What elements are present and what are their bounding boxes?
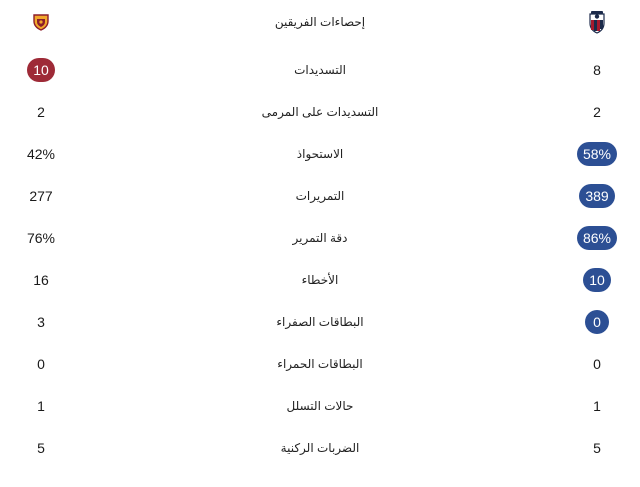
stat-label: البطاقات الصفراء: [276, 315, 364, 329]
away-stat-cell: [556, 91, 638, 133]
home-stat-value: 42%: [26, 146, 56, 162]
stat-label-cell: [180, 49, 460, 91]
away-stat-cell: [556, 175, 638, 217]
stat-row: [0, 91, 640, 133]
away-stat-value-leader: 10: [583, 268, 611, 292]
stat-row: [0, 427, 640, 469]
stat-label-cell: [180, 133, 460, 175]
home-stat-cell: [0, 385, 82, 427]
home-stat-value: 1: [37, 398, 45, 414]
home-stat-value: 5: [37, 440, 45, 456]
roma-crest-icon: [31, 12, 51, 32]
away-stat-cell: [556, 301, 638, 343]
away-stat-value: 1: [593, 398, 601, 414]
home-stat-cell: [0, 133, 82, 175]
stat-label-cell: [180, 91, 460, 133]
away-stat-value: 5: [593, 440, 601, 456]
away-stat-cell: [556, 133, 638, 175]
stat-label: البطاقات الحمراء: [277, 357, 363, 371]
away-stat-cell: [556, 385, 638, 427]
stat-row: [0, 175, 640, 217]
stat-label: الاستحواذ: [296, 147, 344, 161]
stat-label-cell: [180, 343, 460, 385]
away-stat-value: 8: [593, 62, 601, 78]
away-team-logo[interactable]: [556, 0, 638, 44]
away-stat-cell: [556, 427, 638, 469]
home-stat-value: 76%: [26, 230, 56, 246]
stat-row: [0, 343, 640, 385]
stat-row: [0, 259, 640, 301]
home-stat-cell: [0, 217, 82, 259]
stat-label: التسديدات على المرمى: [261, 105, 379, 119]
stat-label: الأخطاء: [301, 273, 339, 287]
home-stat-value: 277: [29, 188, 53, 204]
away-stat-cell: [556, 49, 638, 91]
away-stat-cell: [556, 259, 638, 301]
away-stat-value-leader: 86%: [577, 226, 617, 250]
home-stat-cell: [0, 343, 82, 385]
stat-row: [0, 301, 640, 343]
home-stat-cell: [0, 259, 82, 301]
away-stat-value: 0: [593, 356, 601, 372]
stat-row: [0, 49, 640, 91]
home-stat-cell: [0, 91, 82, 133]
away-stat-cell: [556, 217, 638, 259]
home-stat-value: 3: [37, 314, 45, 330]
away-stat-cell: [556, 343, 638, 385]
bologna-crest-icon: [587, 10, 607, 34]
stat-label-cell: [180, 427, 460, 469]
stat-label: الضربات الركنية: [280, 441, 360, 455]
stat-label: حالات التسلل: [286, 399, 354, 413]
home-stat-cell: [0, 427, 82, 469]
stats-title: إحصاءات الفريقين: [274, 15, 366, 29]
home-stat-cell: [0, 49, 82, 91]
home-stat-cell: [0, 301, 82, 343]
away-stat-value: 2: [593, 104, 601, 120]
stat-label: التسديدات: [294, 63, 346, 77]
stat-label-cell: [180, 175, 460, 217]
home-stat-value-leader: 10: [27, 58, 55, 82]
stat-label-cell: [180, 217, 460, 259]
stat-row: [0, 385, 640, 427]
away-stat-value-leader: 58%: [577, 142, 617, 166]
stat-label-cell: [180, 301, 460, 343]
stat-label: التمريرات: [295, 189, 345, 203]
home-team-logo[interactable]: [0, 0, 82, 44]
home-stat-value: 2: [37, 104, 45, 120]
stat-label-cell: [180, 259, 460, 301]
stat-label: دقة التمرير: [292, 231, 348, 245]
away-stat-value-leader: 389: [579, 184, 614, 208]
home-stat-value: 0: [37, 356, 45, 372]
away-stat-value-leader: 0: [585, 310, 609, 334]
stat-label-cell: [180, 385, 460, 427]
stats-header: [0, 0, 640, 44]
stat-row: [0, 217, 640, 259]
stat-row: [0, 133, 640, 175]
home-stat-cell: [0, 175, 82, 217]
home-stat-value: 16: [33, 272, 49, 288]
stats-title-cell: [180, 0, 460, 44]
